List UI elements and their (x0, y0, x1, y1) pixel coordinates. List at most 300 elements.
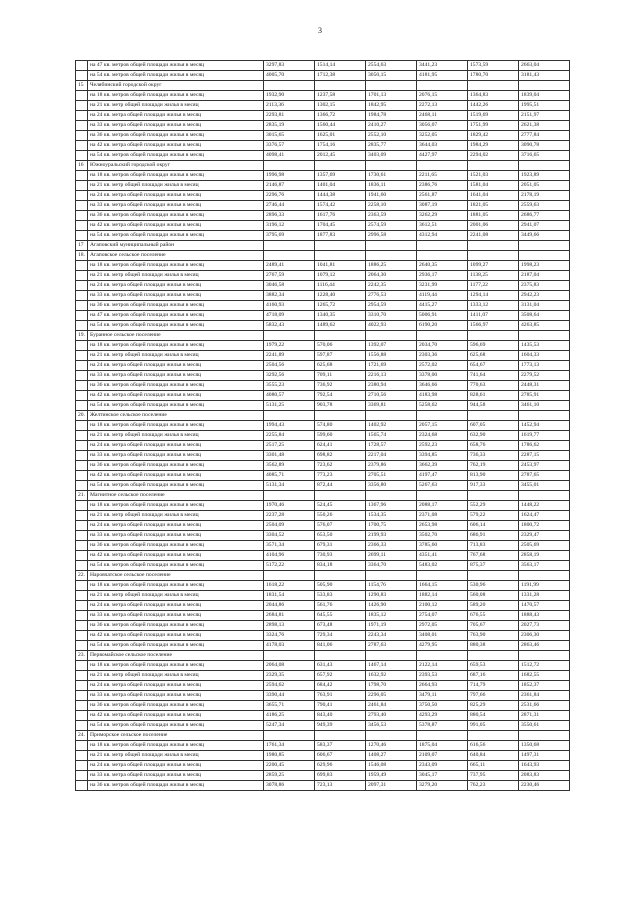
value-cell: 3046,58 (264, 281, 315, 291)
value-cell: 729,34 (315, 631, 366, 641)
value-cell: 5832,43 (264, 321, 315, 331)
value-cell: 3356,80 (366, 481, 417, 491)
table-row (76, 311, 570, 321)
table-row (76, 701, 570, 711)
value-cell: 2361,84 (519, 691, 570, 701)
row-number-cell (76, 781, 88, 791)
row-label: на 54 кв. метров общей площади жилья в месяц (88, 561, 264, 571)
empty-cell (417, 331, 468, 341)
value-cell: 2468,11 (417, 111, 468, 121)
section-number: 23. (76, 651, 88, 661)
value-cell: 3563,17 (519, 561, 570, 571)
value-cell: 1971,19 (366, 621, 417, 631)
row-label: на 36 кв. метров общей площади жилья в месяц (88, 781, 264, 791)
value-cell: 606,14 (468, 521, 519, 531)
value-cell: 1970,46 (264, 501, 315, 511)
value-cell: 3364,70 (366, 561, 417, 571)
table-row (76, 601, 570, 611)
row-label: на 54 кв. метров общей площади жилья в месяц (88, 231, 264, 241)
row-number-cell (76, 681, 88, 691)
section-number: 16 (76, 161, 88, 171)
value-cell: 763,90 (468, 631, 519, 641)
value-cell: 1886,25 (366, 261, 417, 271)
row-label: на 18 кв. метров общей площади жилья в месяц (88, 341, 264, 351)
row-number-cell (76, 71, 88, 81)
value-cell: 2859,25 (264, 771, 315, 781)
row-number-cell (76, 511, 88, 521)
value-cell: 2151,97 (519, 111, 570, 121)
value-cell: 597,87 (315, 351, 366, 361)
value-cell: 1604,33 (519, 351, 570, 361)
value-cell: 561,76 (315, 601, 366, 611)
value-cell: 3304,52 (264, 531, 315, 541)
row-label: на 54 кв. метров общей площади жилья в месяц (88, 721, 264, 731)
value-cell: 5172,22 (264, 561, 315, 571)
table-row (76, 511, 570, 521)
table-row (76, 631, 570, 641)
value-cell: 2178,19 (519, 191, 570, 201)
value-cell: 1411,07 (468, 311, 519, 321)
value-cell: 2835,77 (366, 141, 417, 151)
row-label: на 33 кв. метра общей площади жилья в месяц (88, 121, 264, 131)
empty-cell (519, 651, 570, 661)
value-cell: 2705,51 (366, 471, 417, 481)
value-cell: 2113,36 (264, 101, 315, 111)
row-label: на 21 кв. метр общей площади жилья в месяц (88, 101, 264, 111)
table-row (76, 121, 570, 131)
row-number-cell (76, 501, 88, 511)
value-cell: 2057,15 (417, 421, 468, 431)
row-label: на 21 кв. метр общей площади жилья в месяц (88, 591, 264, 601)
value-cell: 576,07 (315, 521, 366, 531)
value-cell: 2787,63 (366, 641, 417, 651)
value-cell: 1116,44 (315, 281, 366, 291)
value-cell: 3646,66 (417, 381, 468, 391)
value-cell: 6190,20 (417, 321, 468, 331)
row-label: на 36 кв. метров общей площади жилья в месяц (88, 131, 264, 141)
value-cell: 4119,44 (417, 291, 468, 301)
row-label: на 21 кв. метр общей площади жилья в месяц (88, 351, 264, 361)
section-title: Наровчатское сельское поселение (88, 571, 264, 581)
row-label: на 33 кв. метра общей площади жилья в месяц (88, 371, 264, 381)
empty-cell (366, 731, 417, 741)
section-header-row (76, 81, 570, 91)
row-label: на 36 кв. метров общей площади жилья в месяц (88, 621, 264, 631)
value-cell: 1751,99 (468, 121, 519, 131)
value-cell: 5247,34 (264, 721, 315, 731)
empty-cell (264, 651, 315, 661)
row-label: на 42 кв. метра общей площади жилья в месяц (88, 221, 264, 231)
value-cell: 4279,95 (417, 641, 468, 651)
row-label: на 18 кв. метров общей площади жилья в месяц (88, 661, 264, 671)
section-title: Челябинский городской округ (88, 81, 264, 91)
value-cell: 631,43 (315, 661, 366, 671)
empty-cell (417, 491, 468, 501)
table-row (76, 551, 570, 561)
value-cell: 1617,76 (315, 211, 366, 221)
value-cell: 3571,34 (264, 541, 315, 551)
row-number-cell (76, 721, 88, 731)
row-number-cell (76, 531, 88, 541)
value-cell: 2034,70 (417, 341, 468, 351)
empty-cell (315, 161, 366, 171)
value-cell: 723,13 (315, 781, 366, 791)
empty-cell (366, 491, 417, 501)
value-cell: 2640,35 (417, 261, 468, 271)
row-number-cell (76, 321, 88, 331)
value-cell: 2380,94 (366, 381, 417, 391)
value-cell: 2793,40 (366, 711, 417, 721)
row-number-cell (76, 351, 88, 361)
value-cell: 1401,04 (315, 181, 366, 191)
value-cell: 790,41 (315, 701, 366, 711)
value-cell: 1998,23 (519, 261, 570, 271)
value-cell: 4160,93 (264, 301, 315, 311)
value-cell: 2324,68 (417, 431, 468, 441)
value-cell: 5131,34 (264, 481, 315, 491)
value-cell: 2898,13 (264, 621, 315, 631)
value-cell: 524,45 (315, 501, 366, 511)
row-label: на 18 кв. метров общей площади жилья в месяц (88, 501, 264, 511)
section-number: 15 (76, 81, 88, 91)
value-cell: 2306,30 (519, 631, 570, 641)
value-cell: 1821,05 (468, 201, 519, 211)
value-cell: 4415,27 (417, 301, 468, 311)
table-row (76, 591, 570, 601)
row-label: на 54 кв. метров общей площади жилья в месяц (88, 321, 264, 331)
value-cell: 2504,09 (264, 521, 315, 531)
value-cell: 2787,65 (519, 471, 570, 481)
value-cell: 1565,74 (366, 431, 417, 441)
empty-cell (264, 571, 315, 581)
row-label: на 36 кв. метров общей площади жилья в месяц (88, 211, 264, 221)
value-cell: 1984,78 (366, 111, 417, 121)
value-cell: 1138,25 (468, 271, 519, 281)
value-cell: 4293,29 (417, 711, 468, 721)
value-cell: 574,80 (315, 421, 366, 431)
value-cell: 2241,89 (264, 351, 315, 361)
value-cell: 1270,46 (366, 741, 417, 751)
value-cell: 737,95 (468, 771, 519, 781)
value-cell: 813,90 (468, 471, 519, 481)
empty-cell (417, 571, 468, 581)
value-cell: 659,53 (468, 661, 519, 671)
empty-cell (519, 331, 570, 341)
row-label: на 36 кв. метров общей площади жилья в месяц (88, 701, 264, 711)
table-row (76, 561, 570, 571)
value-cell: 645,55 (315, 611, 366, 621)
row-number-cell (76, 151, 88, 161)
value-cell: 1979,22 (264, 341, 315, 351)
value-cell: 880,54 (468, 711, 519, 721)
value-cell: 1392,07 (366, 341, 417, 351)
row-label: на 47 кв. метров общей площади жилья в месяц (88, 311, 264, 321)
value-cell: 2785,91 (519, 391, 570, 401)
table-row (76, 641, 570, 651)
value-cell: 2122,14 (417, 661, 468, 671)
value-cell: 4181,95 (417, 71, 468, 81)
row-number-cell (76, 401, 88, 411)
value-cell: 828,61 (468, 391, 519, 401)
value-cell: 2871,31 (519, 711, 570, 721)
section-number: 19. (76, 331, 88, 341)
table-row (76, 531, 570, 541)
row-number-cell (76, 441, 88, 451)
value-cell: 723,62 (315, 461, 366, 471)
value-cell: 2051,05 (519, 181, 570, 191)
row-number-cell (76, 421, 88, 431)
empty-cell (264, 81, 315, 91)
value-cell: 2296,05 (366, 691, 417, 701)
value-cell: 1556,88 (366, 351, 417, 361)
empty-cell (468, 731, 519, 741)
value-cell: 3455,01 (519, 481, 570, 491)
row-number-cell (76, 661, 88, 671)
value-cell: 1800,72 (519, 521, 570, 531)
value-cell: 1191,99 (519, 581, 570, 591)
section-header-row (76, 491, 570, 501)
value-cell: 3750,50 (417, 701, 468, 711)
value-cell: 3301,48 (264, 451, 315, 461)
row-number-cell (76, 701, 88, 711)
value-cell: 2410,27 (366, 121, 417, 131)
value-cell: 3231,99 (417, 281, 468, 291)
value-cell: 1408,27 (366, 751, 417, 761)
row-label: на 36 кв. метров общей площади жилья в месяц (88, 301, 264, 311)
value-cell: 1402,92 (366, 421, 417, 431)
value-cell: 741,64 (468, 371, 519, 381)
value-cell: 3050,15 (366, 71, 417, 81)
value-cell: 2504,56 (264, 361, 315, 371)
row-number-cell (76, 291, 88, 301)
value-cell: 5258,62 (417, 401, 468, 411)
value-cell: 1534,35 (366, 511, 417, 521)
value-cell: 3378,00 (417, 371, 468, 381)
table-row (76, 681, 570, 691)
value-cell: 2552,10 (366, 131, 417, 141)
row-label: на 24 кв. метра общей площади жилья в месяц (88, 761, 264, 771)
value-cell: 3655,71 (264, 701, 315, 711)
value-cell: 550,26 (315, 511, 366, 521)
value-cell: 1664,15 (417, 581, 468, 591)
empty-cell (315, 571, 366, 581)
value-cell: 629,96 (315, 761, 366, 771)
value-cell: 676,55 (468, 611, 519, 621)
value-cell: 533,83 (315, 591, 366, 601)
empty-cell (264, 491, 315, 501)
table-row (76, 581, 570, 591)
value-cell: 709,11 (315, 371, 366, 381)
value-cell: 1079,12 (315, 271, 366, 281)
row-label: на 18 кв. метров общей площади жилья в месяц (88, 171, 264, 181)
value-cell: 632,90 (468, 431, 519, 441)
value-cell: 3449,66 (519, 231, 570, 241)
value-cell: 2941,07 (519, 221, 570, 231)
value-cell: 3015,65 (264, 131, 315, 141)
value-cell: 2621,38 (519, 121, 570, 131)
value-cell: 658,76 (468, 441, 519, 451)
value-cell: 2230,46 (519, 781, 570, 791)
value-cell: 2386,76 (417, 181, 468, 191)
row-number-cell (76, 91, 88, 101)
table-row (76, 781, 570, 791)
table-row (76, 721, 570, 731)
value-cell: 5006,91 (417, 311, 468, 321)
value-cell: 773,23 (315, 471, 366, 481)
value-cell: 3045,17 (417, 771, 468, 781)
row-number-cell (76, 631, 88, 641)
value-cell: 2217,04 (366, 451, 417, 461)
row-number-cell (76, 191, 88, 201)
table-row (76, 351, 570, 361)
value-cell: 2064,30 (366, 271, 417, 281)
value-cell: 2710,56 (366, 391, 417, 401)
table-row (76, 691, 570, 701)
empty-cell (468, 81, 519, 91)
empty-cell (264, 411, 315, 421)
value-cell: 1512,72 (519, 661, 570, 671)
row-number-cell (76, 691, 88, 701)
value-cell: 2088,17 (417, 501, 468, 511)
value-cell: 2044,86 (264, 601, 315, 611)
value-cell: 2684,81 (264, 611, 315, 621)
row-label: на 33 кв. метра общей площади жилья в месяц (88, 611, 264, 621)
value-cell: 2272,13 (417, 101, 468, 111)
table-row (76, 421, 570, 431)
row-label: на 24 кв. метра общей площади жилья в месяц (88, 521, 264, 531)
value-cell: 1888,43 (519, 611, 570, 621)
row-number-cell (76, 391, 88, 401)
value-cell: 2343,09 (417, 761, 468, 771)
value-cell: 3456,53 (366, 721, 417, 731)
value-cell: 665,11 (468, 761, 519, 771)
row-number-cell (76, 621, 88, 631)
value-cell: 1881,05 (468, 211, 519, 221)
value-cell: 596,69 (468, 341, 519, 351)
empty-cell (468, 241, 519, 251)
row-number-cell (76, 751, 88, 761)
table-row (76, 441, 570, 451)
table-row (76, 181, 570, 191)
value-cell: 872,44 (315, 481, 366, 491)
value-cell: 2243,34 (366, 631, 417, 641)
empty-cell (417, 651, 468, 661)
value-cell: 4005,70 (264, 71, 315, 81)
row-label: на 42 кв. метра общей площади жилья в месяц (88, 551, 264, 561)
value-cell: 1435,53 (519, 341, 570, 351)
value-cell: 2942,23 (519, 291, 570, 301)
value-cell: 1754,16 (315, 141, 366, 151)
value-cell: 2303,36 (417, 351, 468, 361)
table-row (76, 291, 570, 301)
section-title: Южноуральский городской округ (88, 161, 264, 171)
value-cell: 2574,59 (366, 221, 417, 231)
value-cell: 2393,53 (417, 671, 468, 681)
value-cell: 2237,28 (264, 511, 315, 521)
empty-cell (468, 491, 519, 501)
value-cell: 1786,62 (519, 441, 570, 451)
row-label: на 33 кв. метра общей площади жилья в месяц (88, 451, 264, 461)
table-row (76, 131, 570, 141)
row-number-cell (76, 341, 88, 351)
row-number-cell (76, 461, 88, 471)
value-cell: 1452,94 (519, 421, 570, 431)
row-label: на 18 кв. метров общей площади жилья в месяц (88, 421, 264, 431)
row-label: на 24 кв. метра общей площади жилья в месяц (88, 441, 264, 451)
value-cell: 5131,25 (264, 401, 315, 411)
value-cell: 797,66 (468, 691, 519, 701)
value-cell: 3555,23 (264, 381, 315, 391)
value-cell: 684,42 (315, 681, 366, 691)
row-label: на 33 кв. метра общей площади жилья в месяц (88, 771, 264, 781)
value-cell: 2200,45 (264, 761, 315, 771)
value-cell: 2287,15 (519, 451, 570, 461)
table-row (76, 771, 570, 781)
value-cell: 2379,86 (366, 461, 417, 471)
value-cell: 686,91 (468, 531, 519, 541)
value-cell: 841,06 (315, 641, 366, 651)
value-cell: 736,92 (315, 381, 366, 391)
value-cell: 3785,60 (417, 541, 468, 551)
value-cell: 3369,81 (366, 401, 417, 411)
value-cell: 1643,93 (519, 761, 570, 771)
table-row (76, 461, 570, 471)
value-cell: 767,68 (468, 551, 519, 561)
value-cell: 2505,69 (519, 541, 570, 551)
value-cell: 2097,31 (366, 781, 417, 791)
value-cell: 1228,40 (315, 291, 366, 301)
row-label: на 21 кв. метр общей площади жилья в месяц (88, 181, 264, 191)
table-row (76, 221, 570, 231)
row-number-cell (76, 181, 88, 191)
value-cell: 1996,98 (264, 171, 315, 181)
value-cell: 2896,33 (264, 211, 315, 221)
value-cell: 4183,98 (417, 391, 468, 401)
value-cell: 762,19 (468, 461, 519, 471)
value-cell: 1831,54 (264, 591, 315, 601)
empty-cell (366, 81, 417, 91)
row-number-cell (76, 121, 88, 131)
value-cell: 2329,47 (519, 531, 570, 541)
value-cell: 763,91 (315, 691, 366, 701)
row-number-cell (76, 601, 88, 611)
value-cell: 3612,51 (417, 221, 468, 231)
value-cell: 3461,10 (519, 401, 570, 411)
value-cell: 1154,76 (366, 581, 417, 591)
row-label: на 21 кв. метр общей площади жилья в месяц (88, 751, 264, 761)
value-cell: 2936,17 (417, 271, 468, 281)
value-cell: 713,83 (468, 541, 519, 551)
value-cell: 625,68 (468, 351, 519, 361)
empty-cell (366, 571, 417, 581)
value-cell: 3310,70 (366, 311, 417, 321)
value-cell: 3196,12 (264, 221, 315, 231)
row-label: на 24 кв. метра общей площади жилья в месяц (88, 281, 264, 291)
value-cell: 2461,84 (366, 701, 417, 711)
value-cell: 3181,43 (519, 71, 570, 81)
value-cell: 2211,65 (417, 171, 468, 181)
value-cell: 770,63 (468, 381, 519, 391)
row-label: на 33 кв. метра общей площади жилья в месяц (88, 531, 264, 541)
value-cell: 1624,47 (519, 511, 570, 521)
empty-cell (417, 241, 468, 251)
value-cell: 2561,87 (417, 191, 468, 201)
value-cell: 2699,11 (366, 551, 417, 561)
value-cell: 2064,08 (264, 661, 315, 671)
value-cell: 4186,25 (264, 711, 315, 721)
value-cell: 4098,41 (264, 151, 315, 161)
value-cell: 654,67 (468, 361, 519, 371)
